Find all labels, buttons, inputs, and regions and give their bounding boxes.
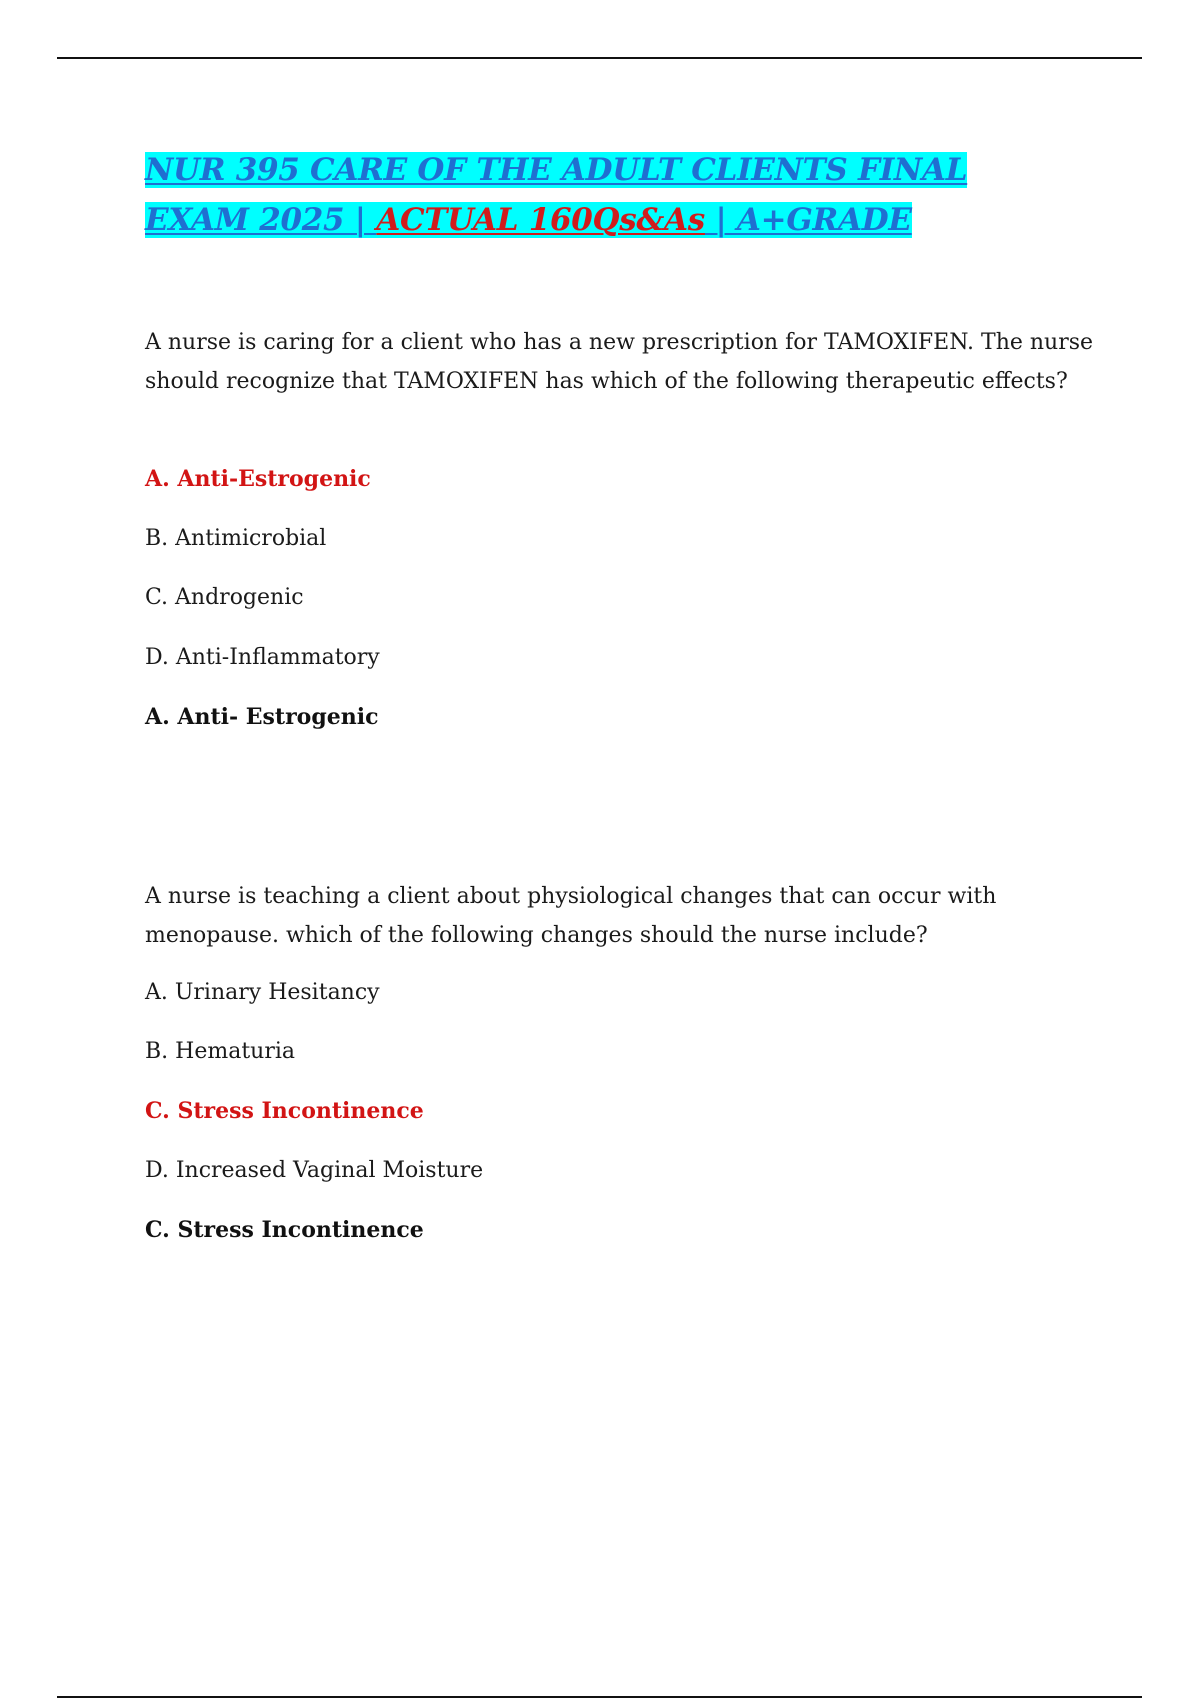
question-1-stem: A nurse is caring for a client who has a new prescription for TAMOXIFEN. The nurse should recognize that TAMOXIFEN has which of the following therapeutic effects? [145, 330, 1094, 394]
question-2-option-a: A. Urinary Hesitancy [145, 980, 380, 1005]
document-title [145, 145, 1045, 245]
question-2-option-b: B. Hematuria [145, 1039, 296, 1064]
question-1-option-c: C. Androgenic [145, 585, 304, 610]
question-2-option-c: C. Stress Incontinence [145, 1098, 424, 1124]
question-1-answer: A. Anti- Estrogenic [145, 704, 379, 730]
question-2-answer: C. Stress Incontinence [145, 1217, 424, 1243]
question-1-option-b: B. Antimicrobial [145, 526, 327, 551]
footer-rule [57, 1696, 1142, 1698]
title-part-2: ACTUAL 160Qs&As [376, 202, 705, 238]
header-rule [57, 57, 1142, 59]
question-1-option-a: A. Anti-Estrogenic [145, 466, 371, 492]
question-1-option-d: D. Anti-Inflammatory [145, 645, 380, 670]
title-part-3: | A+GRADE [704, 202, 912, 238]
question-2-option-d: D. Increased Vaginal Moisture [145, 1158, 484, 1183]
title-part-1: NUR 395 CARE OF THE ADULT CLIENTS FINAL EXAM 2025 | [145, 152, 968, 238]
question-2-stem: A nurse is teaching a client about physiological changes that can occur with menopause. which of the following changes should the nurse include? [145, 884, 997, 948]
